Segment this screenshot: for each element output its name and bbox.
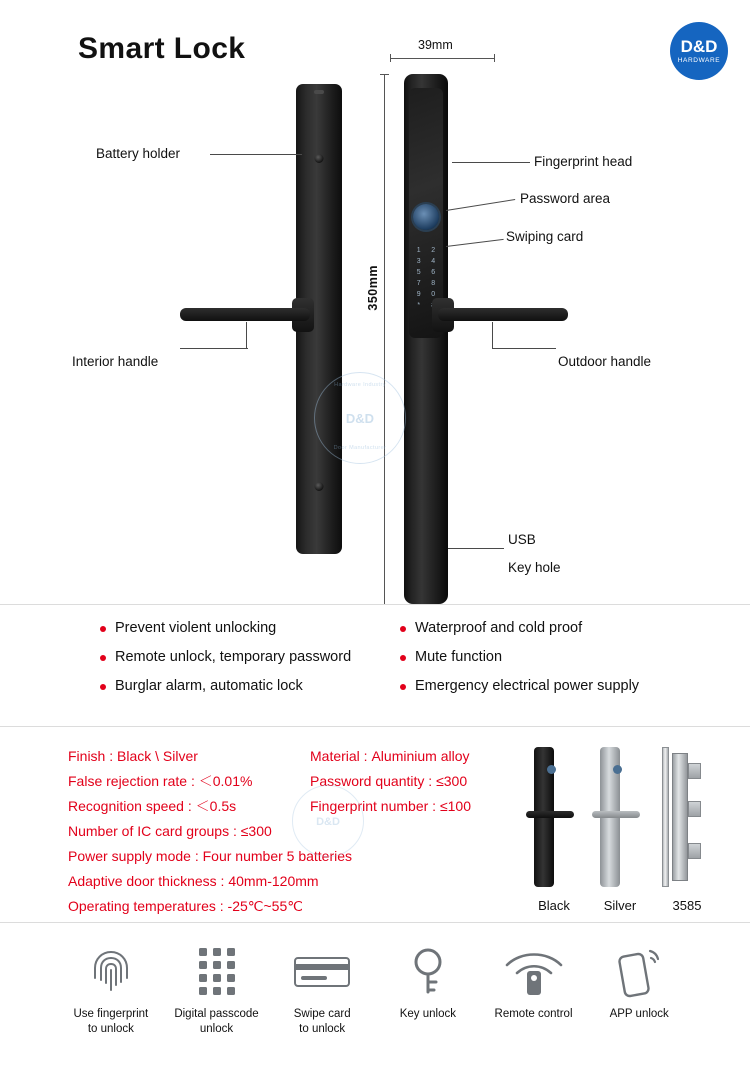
spec-label: Fingerprint number xyxy=(310,798,429,814)
spec-row: Recognition speed : ＜0.5s Fingerprint number : ≤100 xyxy=(68,798,471,814)
bullet-dot-icon xyxy=(400,626,406,632)
spec-value: Aluminium alloy xyxy=(371,748,470,764)
variant-caption: 3585 xyxy=(672,898,702,913)
spec-label: Number of IC card groups xyxy=(68,823,230,839)
unlock-method-fingerprint xyxy=(58,941,164,1037)
spec-label: Adaptive door thickness xyxy=(68,873,217,889)
mortise-bolt-image xyxy=(688,843,701,859)
brand-subtitle: HARDWARE xyxy=(677,56,721,64)
caption-line-1: Use fingerprint xyxy=(73,1008,149,1020)
fingerprint-sensor-icon xyxy=(547,765,556,774)
page-title: Smart Lock xyxy=(78,32,246,65)
unlock-method-caption xyxy=(375,1007,481,1022)
keypad-key: 2 xyxy=(431,247,436,254)
feature-label: Emergency electrical power supply xyxy=(415,678,640,694)
variant-handle-image xyxy=(592,811,640,818)
phone-app-icon xyxy=(586,941,692,1003)
spec-value: Black \ Silver xyxy=(117,748,198,764)
caption-line-2: to unlock xyxy=(299,1023,346,1035)
keypad-key: 0 xyxy=(431,291,436,298)
feature-item xyxy=(100,649,400,665)
spec-value: ≤100 xyxy=(439,798,471,814)
variant-silver xyxy=(592,747,648,887)
height-dimension-label: 350mm xyxy=(366,265,380,311)
bullet-dot-icon xyxy=(400,684,406,690)
variant-mortise xyxy=(658,747,718,887)
brand-name: D&D xyxy=(680,36,718,56)
spec-value: Four number 5 batteries xyxy=(202,848,353,864)
keypad-key: 4 xyxy=(431,258,436,265)
keypad-key: * xyxy=(417,302,421,309)
bullet-dot-icon xyxy=(100,684,106,690)
watermark-center-text: D&D xyxy=(316,816,340,828)
leader-interior-handle xyxy=(180,348,248,349)
feature-item xyxy=(100,678,400,694)
leader-fingerprint-head xyxy=(452,162,530,163)
callout-interior-handle: Interior handle xyxy=(72,354,159,369)
unlock-method-caption xyxy=(164,1007,270,1037)
unlock-method-card xyxy=(269,941,375,1037)
unlock-method-caption xyxy=(58,1007,164,1037)
interior-handle-image xyxy=(180,308,310,321)
spec-value: ≤300 xyxy=(240,823,272,839)
feature-label: Burglar alarm, automatic lock xyxy=(115,678,303,694)
feature-label: Mute function xyxy=(415,649,503,665)
spec-label: Recognition speed xyxy=(68,798,184,814)
variant-black xyxy=(526,747,582,887)
specifications-block xyxy=(0,730,750,920)
unlock-method-app xyxy=(586,941,692,1037)
watermark xyxy=(300,370,420,465)
leader-password-area xyxy=(446,199,515,211)
divider-middle xyxy=(0,726,750,727)
unlock-method-key xyxy=(375,941,481,1037)
caption-line-1: Swipe card xyxy=(293,1008,351,1020)
spec-row: Power supply mode : Four number 5 batteries xyxy=(68,848,353,864)
variant-handle-image xyxy=(526,811,574,818)
spec-label: Power supply mode xyxy=(68,848,191,864)
unlock-method-caption xyxy=(586,1007,692,1022)
leader-usb-keyhole xyxy=(448,548,504,549)
feature-label: Prevent violent unlocking xyxy=(115,620,277,636)
feature-item xyxy=(400,678,750,694)
keypad-key: 3 xyxy=(416,258,421,265)
height-dimension-line xyxy=(384,74,385,604)
fingerprint-sensor-icon xyxy=(413,204,439,230)
watermark-secondary xyxy=(280,782,376,860)
bullet-dot-icon xyxy=(100,626,106,632)
unlock-method-passcode xyxy=(164,941,270,1037)
callout-fingerprint-head: Fingerprint head xyxy=(534,154,633,169)
variant-gallery xyxy=(526,738,722,913)
mortise-bolt-image xyxy=(688,763,701,779)
spec-label: Operating temperatures xyxy=(68,898,216,914)
caption-line-2: unlock xyxy=(199,1023,234,1035)
feature-label: Waterproof and cold proof xyxy=(415,620,583,636)
unlock-methods-row xyxy=(0,925,750,1085)
key-icon xyxy=(375,941,481,1003)
watermark-bottom-text: Door Manufacturer xyxy=(333,445,387,451)
caption-line-1: Remote control xyxy=(494,1008,573,1020)
callout-key-hole: Key hole xyxy=(508,560,561,575)
width-dimension-line xyxy=(390,58,494,59)
outdoor-handle-image xyxy=(438,308,568,321)
watermark-top-text: Hardware Industry xyxy=(334,382,386,388)
caption-line-1: APP unlock xyxy=(609,1008,669,1020)
width-dimension-label: 39mm xyxy=(418,38,453,52)
unlock-method-caption xyxy=(269,1007,375,1037)
leader-battery-holder xyxy=(210,154,302,155)
keypad-key: 1 xyxy=(416,247,421,254)
spec-value: 40mm-120mm xyxy=(228,873,319,889)
spec-row: Operating temperatures : -25℃~55℃ xyxy=(68,898,303,914)
keypad-key: 7 xyxy=(416,280,421,287)
leader-swiping-card xyxy=(446,239,504,247)
fingerprint-icon xyxy=(58,941,164,1003)
spec-row: Adaptive door thickness : 40mm-120mm xyxy=(68,873,319,889)
feature-label: Remote unlock, temporary password xyxy=(115,649,352,665)
variant-caption: Silver xyxy=(603,898,637,913)
variant-caption: Black xyxy=(538,898,570,913)
callout-password-area: Password area xyxy=(520,191,611,206)
feature-item xyxy=(400,649,750,665)
callout-usb: USB xyxy=(508,532,536,547)
divider-bottom xyxy=(0,922,750,923)
spec-row: Finish : Black \ Silver Material : Aluminium alloy xyxy=(68,748,470,764)
caption-line-1: Digital passcode xyxy=(174,1008,259,1020)
unlock-method-remote xyxy=(481,941,587,1037)
spec-value: ≤300 xyxy=(436,773,468,789)
keypad-key: 8 xyxy=(431,280,436,287)
mortise-faceplate-image xyxy=(662,747,669,887)
mortise-body-image xyxy=(672,753,688,881)
feature-item xyxy=(100,620,400,636)
keypad-key: 5 xyxy=(416,269,421,276)
callout-outdoor-handle: Outdoor handle xyxy=(558,354,652,369)
feature-list xyxy=(0,606,750,718)
remote-signal-icon xyxy=(481,941,587,1003)
feature-item xyxy=(400,620,750,636)
watermark-center-text: D&D xyxy=(345,411,375,426)
spec-label: Finish xyxy=(68,748,106,764)
unlock-method-caption xyxy=(481,1007,587,1022)
spec-label: False rejection rate xyxy=(68,773,188,789)
divider-top xyxy=(0,604,750,605)
spec-value: ＜0.01% xyxy=(198,773,253,789)
callout-swiping-card: Swiping card xyxy=(506,229,584,244)
spec-label: Material xyxy=(310,748,360,764)
caption-line-1: Key unlock xyxy=(399,1008,456,1020)
spec-row: Number of IC card groups : ≤300 xyxy=(68,823,272,839)
keypad-key: 9 xyxy=(416,291,421,298)
bullet-dot-icon xyxy=(400,655,406,661)
outdoor-plate-image xyxy=(404,74,448,604)
spec-value: -25℃~55℃ xyxy=(227,898,303,914)
spec-value: ＜0.5s xyxy=(195,798,237,814)
keypad-key: 6 xyxy=(431,269,436,276)
spec-row: False rejection rate : ＜0.01% Password quantity : ≤300 xyxy=(68,773,468,789)
fingerprint-sensor-icon xyxy=(613,765,622,774)
keypad-icon xyxy=(164,941,270,1003)
caption-line-2: to unlock xyxy=(87,1023,134,1035)
leader-outdoor-handle xyxy=(492,348,556,349)
callout-battery-holder: Battery holder xyxy=(96,146,181,161)
mortise-bolt-image xyxy=(688,801,701,817)
bullet-dot-icon xyxy=(100,655,106,661)
card-icon xyxy=(269,941,375,1003)
spec-label: Password quantity xyxy=(310,773,425,789)
